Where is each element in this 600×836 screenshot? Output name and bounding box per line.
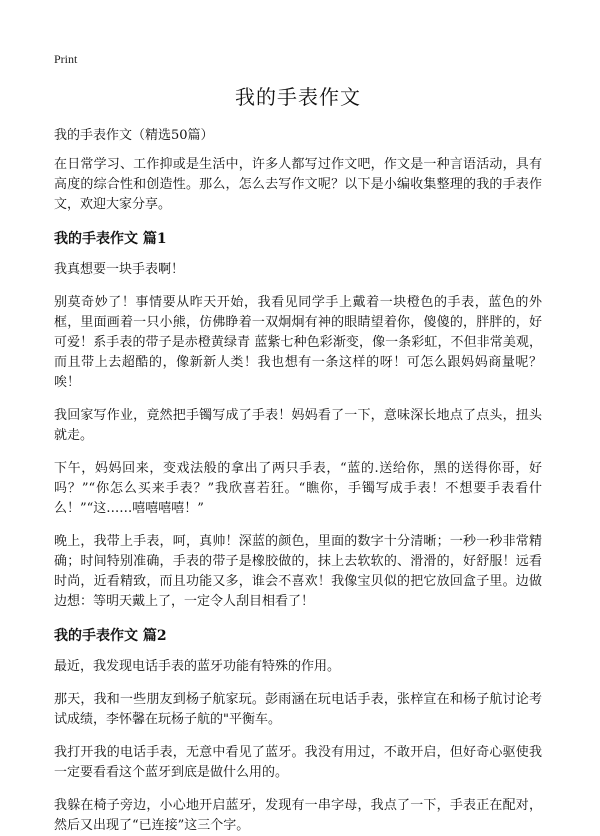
paragraph: 那天，我和一些朋友到杨子航家玩。彭雨涵在玩电话手表，张梓宣在和杨子航讨论考试成绩，李怀馨在玩杨子航的"平衡车。 [54,692,542,727]
document-title: 我的手表作文 [235,85,361,109]
section-heading-1: 我的手表作文 篇1 [54,231,167,247]
paragraph: 我回家写作业，竟然把手镯写成了手表！妈妈看了一下，意味深长地点了点头，扭头就走。 [54,408,542,443]
paragraph: 我打开我的电话手表，无意中看见了蓝牙。我没有用过，不敢开启，但好奇心驱使我一定要看看这个蓝牙到底是做什么用的。 [54,745,542,780]
paragraph: 最近，我发现电话手表的蓝牙功能有特殊的作用。 [54,659,341,674]
print-link[interactable]: Print [54,52,78,66]
paragraph: 别莫奇妙了！事情要从昨天开始，我看见同学手上戴着一块橙色的手表，蓝色的外框，里面画着一只小熊，仿佛睁着一双炯炯有神的眼睛望着你，傻傻的，胖胖的，好可爱！系手表的带子是赤橙黄绿青 蓝紫七种色彩渐变，像一条彩虹，不但非常美观，而且带上去超酷的，像新新人类！我也想有一条这样的呀！可怎么跟妈妈商量呢？唉！ [54,295,542,390]
paragraph: 我真想要一块手表啊！ [54,262,185,277]
paragraph: 晚上，我带上手表，呵，真帅！深蓝的颜色，里面的数字十分清晰；一秒一秒非常精确；时间特别准确，手表的带子是橡胶做的，抹上去软软的、滑滑的，好舒服！远看时尚，近看精致，而且功能又多，谁会不喜欢！我像宝贝似的把它放回盒子里。边做边想：等明天戴上了，一定令人刮目相看了！ [54,534,542,609]
paragraph: 下午，妈妈回来，变戏法般的拿出了两只手表，“蓝的.送给你，黑的送得你哥，好吗？”“你怎么买来手表？”我欣喜若狂。“瞧你，手镯写成手表！不想要手表看什么！”“这……嘻嘻嘻嘻！” [54,461,542,516]
document-subtitle: 我的手表作文（精选50篇） [54,128,214,143]
paragraph: 我躲在椅子旁边，小心地开启蓝牙，发现有一串字母，我点了一下，手表正在配对，然后又出现了“已连接”这三个字。 [54,798,542,833]
section-heading-2: 我的手表作文 篇2 [54,628,167,644]
intro-paragraph: 在日常学习、工作抑或是生活中，许多人都写过作文吧，作文是一种言语活动，具有高度的综合性和创造性。那么，怎么去写作文呢？以下是小编收集整理的我的手表作文，欢迎大家分享。 [54,157,542,212]
